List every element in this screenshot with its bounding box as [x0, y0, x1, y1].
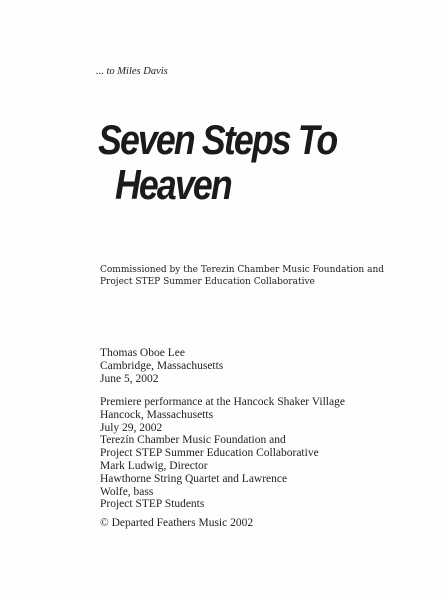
- premiere-line: Wolfe, bass: [100, 485, 154, 498]
- premiere-line: Mark Ludwig, Director: [100, 459, 208, 472]
- commission-line-1: Commissioned by the Terezin Chamber Music Foundation and: [100, 265, 385, 275]
- premiere-block: [100, 396, 345, 511]
- work-title: [98, 117, 336, 207]
- work-title-line-2: Heaven: [115, 161, 231, 208]
- premiere-line: Hawthorne String Quartet and Lawrence: [100, 472, 288, 485]
- dedication: ... to Miles Davis: [96, 66, 168, 77]
- composer-name: Thomas Oboe Lee: [100, 347, 185, 359]
- work-title-line-1: Seven Steps To: [98, 116, 337, 163]
- premiere-line: Premiere performance at the Hancock Shaker Village: [100, 396, 345, 408]
- commission-note: [100, 264, 384, 288]
- premiere-line: Hancock, Massachusetts: [100, 408, 214, 421]
- composition-date: June 5, 2002: [100, 372, 159, 385]
- composer-place: Cambridge, Massachusetts: [100, 359, 224, 372]
- commission-line-2: Project STEP Summer Education Collaborative: [100, 277, 315, 287]
- premiere-line: Project STEP Students: [100, 498, 205, 511]
- composer-block: [100, 347, 223, 385]
- premiere-line: Project STEP Summer Education Collaborative: [100, 447, 319, 460]
- premiere-line: July 29, 2002: [100, 421, 163, 434]
- premiere-line: Terezín Chamber Music Foundation and: [100, 434, 286, 447]
- copyright-notice: © Departed Feathers Music 2002: [100, 517, 254, 529]
